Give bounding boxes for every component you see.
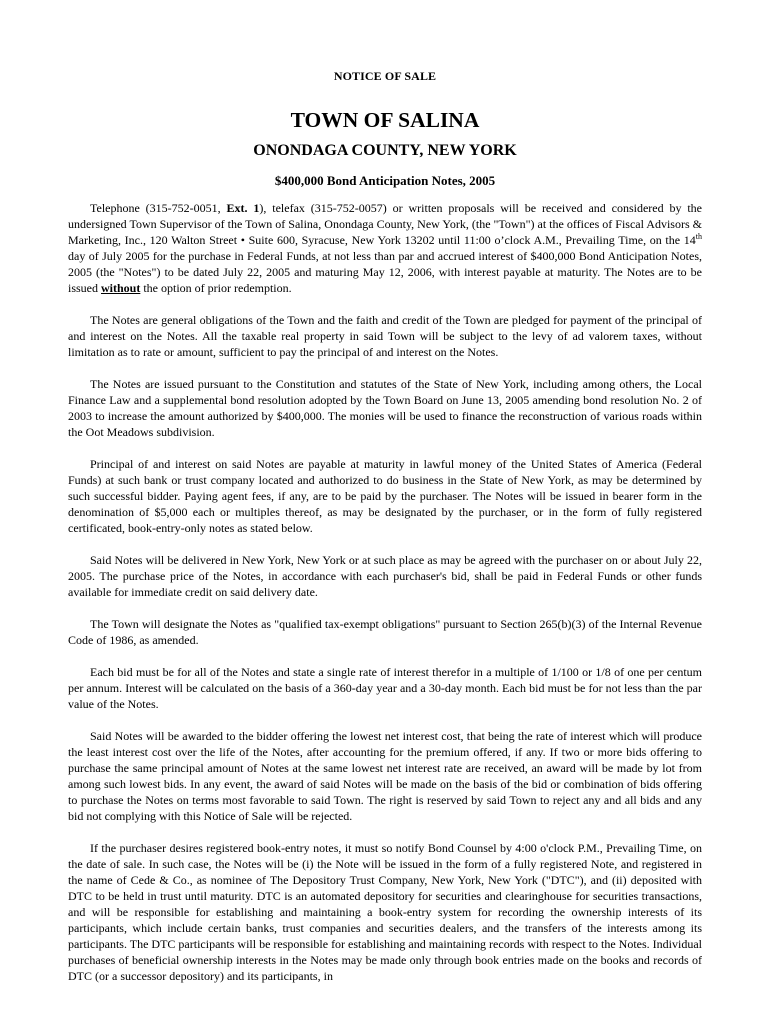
p1-text-a: Telephone (315-752-0051,: [90, 201, 227, 215]
paragraph-authority: The Notes are issued pursuant to the Constitution and statutes of the State of New York, including among others, the Local Finance Law and a supplemental bond resolution adopted by the Town Board on June 13, 2005 amending bond resolution No. 2 of 2003 to increase the amount authorized by $400,000. The monies will be used to finance the reconstruction of various roads within the Oot Meadows subdivision.: [68, 377, 702, 439]
paragraph-book-entry: If the purchaser desires registered book-entry notes, it must so notify Bond Counsel by 4:00 o'clock P.M., Prevailing Time, on the date of sale. In such case, the Notes will be (i) the Note will be issued in the form of a fully registered Note, and registered in the name of Cede & Co., as nominee of The Depository Trust Company, New York, New York ("DTC"), and (ii) deposited with DTC to be held in trust until maturity. DTC is an automated depository for securities and clearinghouse for securities transactions, and will be responsible for establishing and maintaining a book-entry system for recording the ownership interests of its participants, which include certain banks, trust companies and securities dealers, and the transfers of the interests among its participants. The DTC participants will be responsible for establishing and maintaining records with respect to the Notes. Individual purchases of beneficial ownership interests in the Notes may be made only through book entries made on the books and records of DTC (or a successor depository) and its participants, in: [68, 841, 702, 983]
paragraph-bid-rules: Each bid must be for all of the Notes and state a single rate of interest therefor in a multiple of 1/100 or 1/8 of one per centum per annum. Interest will be calculated on the basis of a 360-day year and a 30-day month. Each bid must be for not less than the par value of the Notes.: [68, 665, 702, 711]
paragraph-delivery: Said Notes will be delivered in New York, New York or at such place as may be agreed with the purchaser on or about July 22, 2005. The purchase price of the Notes, in accordance with each purchaser's bid, shall be paid in Federal Funds or other funds available for immediate credit on said delivery date.: [68, 553, 702, 599]
paragraph-proposals: [68, 200, 702, 296]
town-title: TOWN OF SALINA: [290, 108, 480, 132]
notice-heading: NOTICE OF SALE: [333, 69, 437, 83]
p1-without: without: [101, 281, 141, 295]
paragraph-award: Said Notes will be awarded to the bidder offering the lowest net interest cost, that being the rate of interest which will produce the least interest cost over the life of the Notes, after accounting for the premium offered, if any. If two or more bids offering to purchase the same principal amount of Notes at the same lowest net interest rate are received, an award will be made by lot from among such lowest bids. In any event, the award of said Notes will be made on the basis of the bid or combination of bids offering to purchase the Notes on terms most favorable to said Town. The right is reserved by said Town to reject any and all bids and any bid not complying with this Notice of Sale will be rejected.: [68, 729, 702, 823]
paragraph-obligations: The Notes are general obligations of the Town and the faith and credit of the Town are pledged for payment of the principal of and interest on the Notes. All the taxable real property in said Town will be subject to the levy of ad valorem taxes, without limitation as to rate or amount, sufficient to pay the principal of and interest on the Notes.: [68, 313, 702, 359]
p1-text-c: ), telefax (315-752-0057) or written proposals will be received and considered by the undersigned Town Supervisor of the Town of Salina, Onondaga County, New York, (the "Town") at the offices of Fiscal Advisors & Marketing, Inc., 120 Walton Street • Suite 600, Syracuse, New York 13202 until 11:00 o’clock A.M., Prevailing Time, on the 14: [68, 201, 703, 247]
p1-ext: Ext. 1: [226, 201, 260, 215]
p1-superscript: th: [695, 232, 702, 241]
paragraph-tax-exempt: The Town will designate the Notes as "qualified tax-exempt obligations" pursuant to Section 265(b)(3) of the Internal Revenue Code of 1986, as amended.: [68, 617, 702, 647]
county-title: ONONDAGA COUNTY, NEW YORK: [253, 142, 517, 159]
bond-title: $400,000 Bond Anticipation Notes, 2005: [274, 173, 496, 188]
paragraph-payment: Principal of and interest on said Notes are payable at maturity in lawful money of the United States of America (Federal Funds) at such bank or trust company located and authorized to do business in the State of New York, as may be determined by such successful bidder. Paying agent fees, if any, are to be paid by the purchaser. The Notes will be issued in bearer form in the denomination of $5,000 each or multiples thereof, as may be designated by the purchaser, or in the form of fully registered certificated, book-entry-only notes as stated below.: [68, 457, 702, 535]
p1-text-d: day of July 2005 for the purchase in Federal Funds, at not less than par and accrued interest of $400,000 Bond Anticipation Notes, 2005 (the "Notes") to be dated July 22, 2005 and maturing May 12, 2006, with interest payable at maturity. The Notes are to be issued: [68, 249, 702, 295]
p1-text-f: the option of prior redemption.: [140, 281, 292, 295]
